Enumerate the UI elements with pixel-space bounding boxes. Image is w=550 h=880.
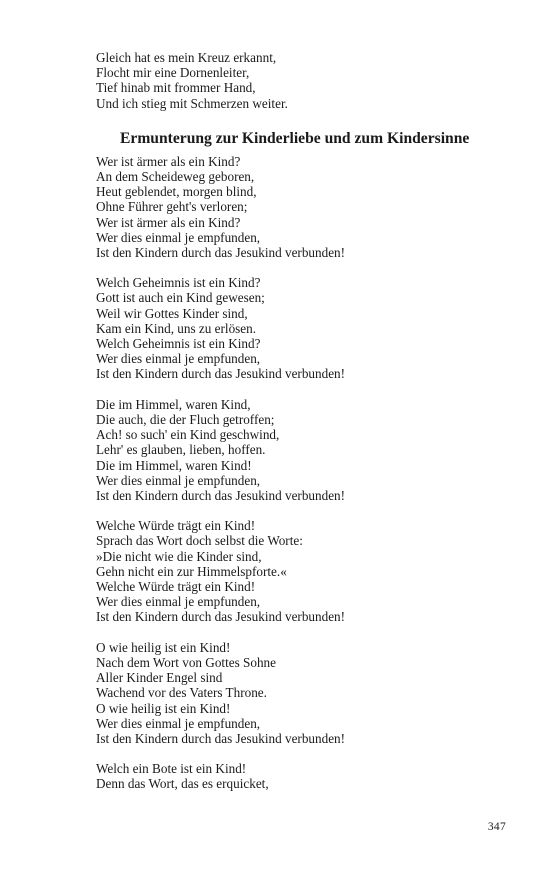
verse-line: An dem Scheideweg geboren, bbox=[96, 168, 255, 184]
stanza-gap bbox=[96, 625, 496, 640]
stanza-5 bbox=[96, 640, 496, 746]
verse-line: Heut geblendet, morgen blind, bbox=[96, 184, 257, 200]
stanza-1 bbox=[96, 154, 496, 260]
verse-line: Sprach das Wort doch selbst die Worte: bbox=[96, 533, 303, 549]
verse-line: Denn das Wort, das es erquicket, bbox=[96, 776, 269, 792]
stanza-gap bbox=[96, 503, 496, 518]
verse-line: Wachend vor des Vaters Throne. bbox=[96, 685, 267, 701]
verse-line: Die im Himmel, waren Kind, bbox=[96, 396, 251, 412]
verse-line: Gleich hat es mein Kreuz erkannt, bbox=[96, 50, 277, 65]
verse-line: Wer dies einmal je empfunden, bbox=[96, 229, 261, 245]
poem-title: Ermunterung zur Kinderliebe und zum Kindersinne bbox=[120, 129, 470, 147]
stanza-gap bbox=[96, 746, 496, 761]
verse-line: Ist den Kindern durch das Jesukind verbunden! bbox=[96, 609, 346, 625]
verse-line: Wer dies einmal je empfunden, bbox=[96, 472, 261, 488]
verse-line: Die auch, die der Fluch getroffen; bbox=[96, 411, 275, 427]
verse-line: Weil wir Gottes Kinder sind, bbox=[96, 305, 248, 321]
verse-line: Welche Würde trägt ein Kind! bbox=[96, 518, 256, 534]
stanza-gap bbox=[96, 382, 496, 397]
verse-line: Aller Kinder Engel sind bbox=[96, 670, 223, 686]
stanza-3 bbox=[96, 397, 496, 503]
stanza-4 bbox=[96, 518, 496, 624]
verse-line: Tief hinab mit frommer Hand, bbox=[96, 80, 256, 96]
verse-line: Welche Würde trägt ein Kind! bbox=[96, 579, 256, 594]
verse-line: Und ich stieg mit Schmerzen weiter. bbox=[96, 95, 288, 111]
verse-line: Wer ist ärmer als ein Kind? bbox=[96, 214, 241, 230]
verse-line: »Die nicht wie die Kinder sind, bbox=[96, 548, 262, 564]
stanza-6 bbox=[96, 761, 496, 791]
verse-line: Welch Geheimnis ist ein Kind? bbox=[96, 275, 261, 291]
verse-line: O wie heilig ist ein Kind! bbox=[96, 639, 231, 655]
verse-line: Wer dies einmal je empfunden, bbox=[96, 351, 261, 367]
verse-line: Die im Himmel, waren Kind! bbox=[96, 457, 252, 473]
stanza-2 bbox=[96, 275, 496, 381]
verse-line: Ist den Kindern durch das Jesukind verbunden! bbox=[96, 487, 346, 503]
verse-line: Wer dies einmal je empfunden, bbox=[96, 594, 261, 610]
verse-line: Ach! so such' ein Kind geschwind, bbox=[96, 427, 280, 443]
stanza-gap bbox=[96, 260, 496, 275]
intro-stanza bbox=[96, 50, 496, 111]
verse-line: Ist den Kindern durch das Jesukind verbunden! bbox=[96, 730, 346, 746]
verse-line: Ohne Führer geht's verloren; bbox=[96, 199, 248, 215]
verse-line: Nach dem Wort von Gottes Sohne bbox=[96, 654, 276, 670]
page-number: 347 bbox=[487, 821, 506, 833]
book-page bbox=[96, 50, 496, 792]
verse-line: Lehr' es glauben, lieben, hoffen. bbox=[96, 442, 266, 458]
verse-line: Wer dies einmal je empfunden, bbox=[96, 715, 261, 731]
verse-line: Ist den Kindern durch das Jesukind verbunden! bbox=[96, 366, 346, 382]
verse-line: Flocht mir eine Dornenleiter, bbox=[96, 65, 250, 81]
verse-line: O wie heilig ist ein Kind! bbox=[96, 700, 231, 716]
verse-line: Gott ist auch ein Kind gewesen; bbox=[96, 290, 265, 306]
verse-line: Gehn nicht ein zur Himmelspforte.« bbox=[96, 563, 287, 579]
verse-line: Welch ein Bote ist ein Kind! bbox=[96, 761, 247, 777]
verse-line: Wer ist ärmer als ein Kind? bbox=[96, 153, 241, 169]
verse-line: Ist den Kindern durch das Jesukind verbunden! bbox=[96, 244, 346, 260]
verse-line: Kam ein Kind, uns zu erlösen. bbox=[96, 320, 257, 336]
verse-line: Welch Geheimnis ist ein Kind? bbox=[96, 336, 261, 351]
